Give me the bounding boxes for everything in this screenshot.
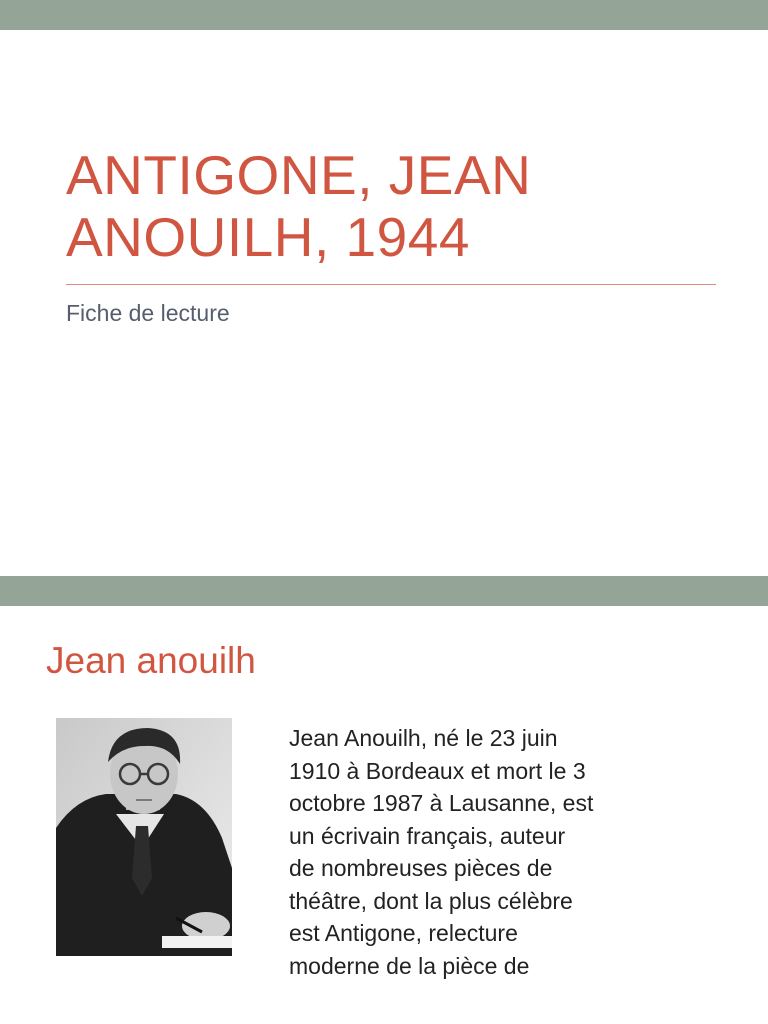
bio-line: moderne de la pièce de [289,952,530,979]
bio-line: Jean Anouilh, né le 23 juin [289,725,558,751]
bio-line: théâtre, dont la plus célèbre [289,887,573,914]
bio-line: de nombreuses pièces de [289,855,553,881]
author-bio [289,722,659,982]
title-divider [66,284,716,285]
slide-title-heading [66,144,726,268]
title-line-2: ANOUILH, 1944 [66,206,470,268]
bio-line: 1910 à Bordeaux et mort le 3 [289,757,586,784]
author-heading: Jean anouilh [46,640,256,681]
portrait-image [56,718,232,956]
header-bar [0,0,768,30]
bio-line: octobre 1987 à Lausanne, est [289,790,594,816]
title-line-1: ANTIGONE, JEAN [66,144,532,206]
header-bar [0,576,768,606]
author-portrait [56,718,232,956]
bio-line: un écrivain français, auteur [289,822,566,849]
bio-line: est Antigone, relecture [289,920,518,946]
slide-subtitle: Fiche de lecture [66,300,230,326]
